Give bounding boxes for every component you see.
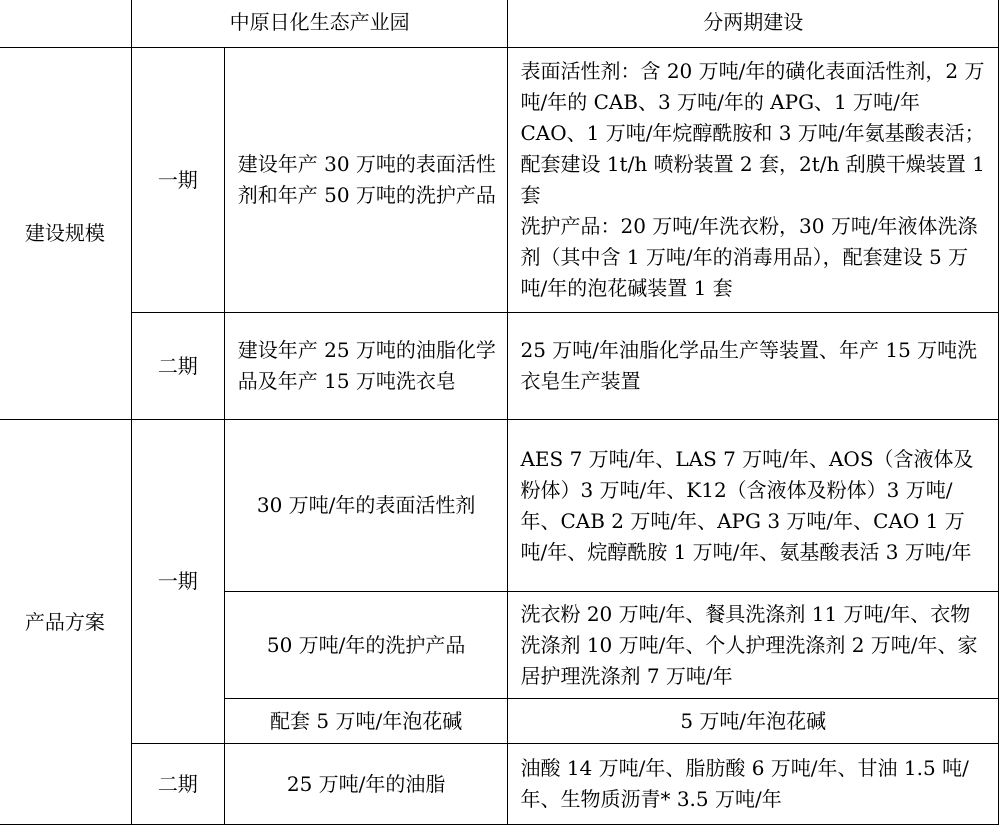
scale-phase2-detail: 25 万吨/年油脂化学品生产等装置、年产 15 万吨洗衣皂生产装置 — [508, 313, 999, 420]
scale-phase2-label: 二期 — [131, 313, 224, 420]
table-row — [0, 744, 999, 825]
products-item: 配套 5 万吨/年泡花碱 — [224, 699, 508, 744]
products-detail: 洗衣粉 20 万吨/年、餐具洗涤剂 11 万吨/年、衣物洗涤剂 10 万吨/年、个人护理洗涤剂 2 万吨/年、家居护理洗涤剂 7 万吨/年 — [508, 592, 999, 699]
products-item: 50 万吨/年的洗护产品 — [224, 592, 508, 699]
scale-phase1-target: 建设年产 30 万吨的表面活性剂和年产 50 万吨的洗护产品 — [224, 48, 508, 313]
scale-phase2-target: 建设年产 25 万吨的油脂化学品及年产 15 万吨洗衣皂 — [224, 313, 508, 420]
phases-header: 分两期建设 — [508, 0, 999, 48]
products-phase2-item: 25 万吨/年的油脂 — [224, 744, 508, 825]
products-phase2-detail: 油酸 14 万吨/年、脂肪酸 6 万吨/年、甘油 1.5 吨/年、生物质沥青* 3.5 万吨/年 — [508, 744, 999, 825]
table-row — [0, 313, 999, 420]
park-name-header: 中原日化生态产业园 — [131, 0, 508, 48]
products-phase1-label: 一期 — [131, 420, 224, 744]
scale-phase1-label: 一期 — [131, 48, 224, 313]
scale-phase1-detail: 表面活性剂：含 20 万吨/年的磺化表面活性剂，2 万吨/年的 CAB、3 万吨/年的 APG、1 万吨/年 CAO、1 万吨/年烷醇酰胺和 3 万吨/年氨基酸表活；配套建设 1t/h 喷粉装置 2 套，2t/h 刮膜干燥装置 1 套 洗护产品：20 万吨/年洗衣粉，30 万吨/年液体洗涤剂（其中含 1 万吨/年的消毒用品），配套建设 5 万吨/年的泡花碱装置 1 套 — [508, 48, 999, 313]
scale-category-label: 建设规模 — [0, 48, 131, 420]
products-detail: 5 万吨/年泡花碱 — [508, 699, 999, 744]
table-row — [0, 420, 999, 592]
products-detail: AES 7 万吨/年、LAS 7 万吨/年、AOS（含液体及粉体）3 万吨/年、K12（含液体及粉体）3 万吨/年、CAB 2 万吨/年、APG 3 万吨/年、CAO 1 万吨/年、烷醇酰胺 1 万吨/年、氨基酸表活 3 万吨/年 — [508, 420, 999, 592]
table-header-row — [0, 0, 999, 48]
products-phase2-label: 二期 — [131, 744, 224, 825]
header-corner-cell — [0, 0, 131, 48]
products-category-label: 产品方案 — [0, 420, 131, 825]
table-row — [0, 48, 999, 313]
products-item: 30 万吨/年的表面活性剂 — [224, 420, 508, 592]
